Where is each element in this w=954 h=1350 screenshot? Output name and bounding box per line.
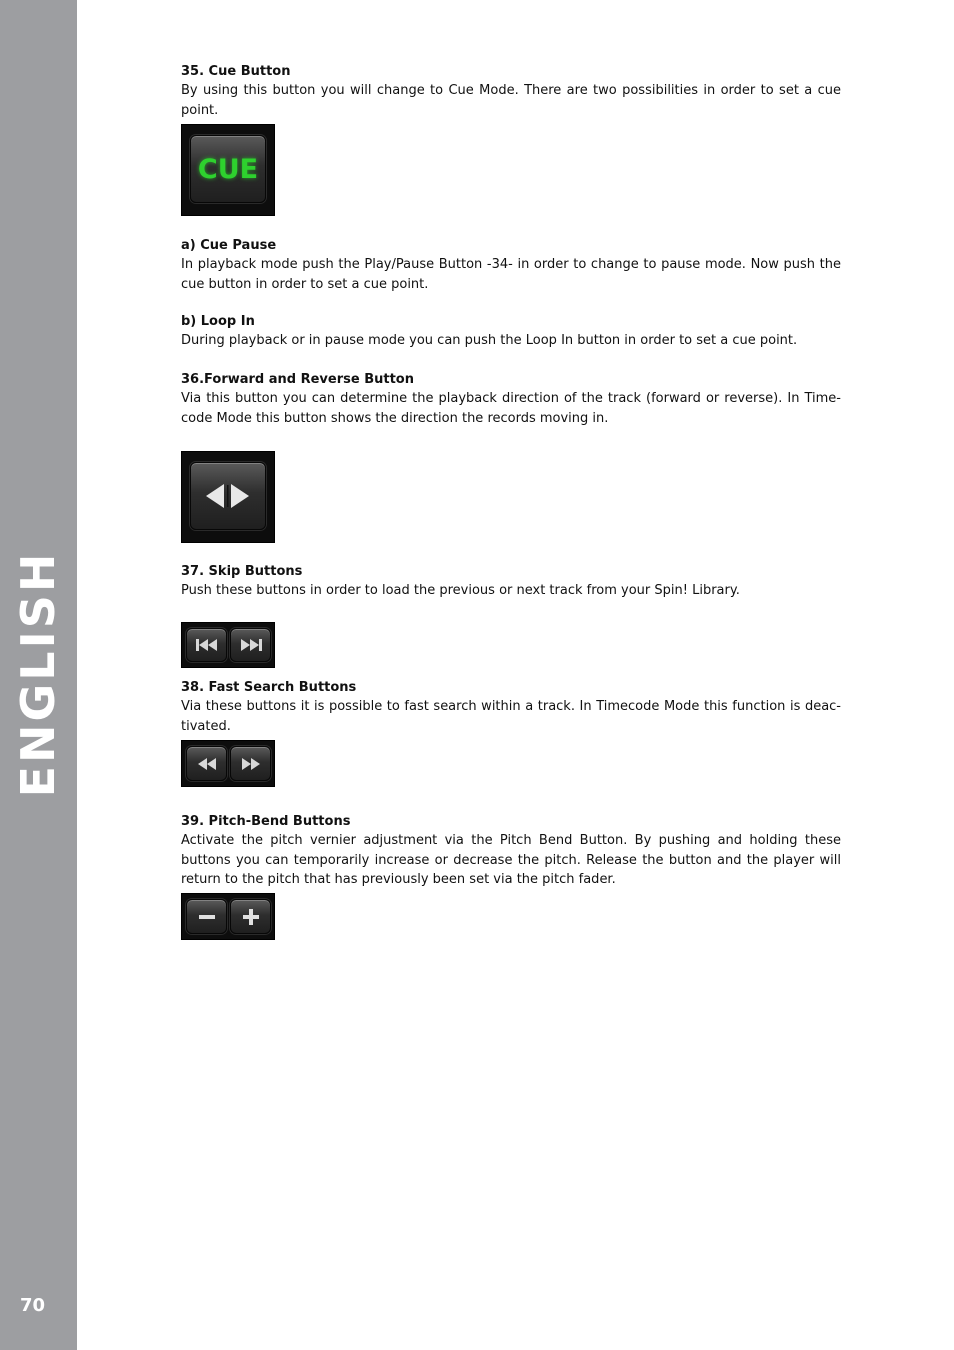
cue-button-icon bbox=[190, 135, 266, 203]
section-heading: b) Loop In bbox=[181, 314, 255, 329]
skip-buttons-image bbox=[181, 622, 275, 668]
section-skip-buttons bbox=[181, 562, 841, 601]
section-loop-in bbox=[181, 312, 841, 351]
rewind-icon bbox=[186, 746, 227, 781]
minus-icon bbox=[186, 899, 227, 934]
section-body: Push these buttons in order to load the previous or next track from your Spin! Library. bbox=[181, 583, 740, 598]
cue-button-image bbox=[181, 124, 275, 216]
forward-reverse-image bbox=[181, 451, 275, 543]
plus-icon bbox=[230, 899, 271, 934]
page-number: 70 bbox=[20, 1295, 46, 1316]
section-body: By using this button you will change to Cue Mode. There are two possibilities in order to set a cue point. bbox=[181, 83, 841, 118]
forward-reverse-icon bbox=[190, 462, 266, 530]
section-heading: 37. Skip Buttons bbox=[181, 564, 303, 579]
fast-forward-icon bbox=[230, 746, 271, 781]
direction-arrows-icon bbox=[200, 481, 256, 511]
section-body: Activate the pitch vernier adjustment via the Pitch Bend Button. By pushing and holding these buttons you can temporarily increase or decrease the pitch. Release the button and the player will return to the pitch that has previously been set via the pitch fader. bbox=[181, 833, 841, 887]
section-heading: 39. Pitch-Bend Buttons bbox=[181, 814, 351, 829]
section-body: During playback or in pause mode you can push the Loop In button in order to set a cue point. bbox=[181, 333, 798, 348]
cue-label: CUE bbox=[197, 153, 259, 185]
section-body: Via this button you can determine the playback direction of the track (forward or reverse). In Time-code Mode this button shows the direction the records moving in. bbox=[181, 391, 841, 426]
section-heading: 36.Forward and Reverse Button bbox=[181, 372, 414, 387]
section-heading: 38. Fast Search Buttons bbox=[181, 680, 357, 695]
skip-next-icon bbox=[230, 628, 271, 662]
section-fast-search bbox=[181, 678, 841, 736]
section-cue-button bbox=[181, 62, 841, 120]
section-heading: a) Cue Pause bbox=[181, 238, 277, 253]
fast-search-image bbox=[181, 740, 275, 787]
sidebar bbox=[0, 0, 77, 1350]
section-body: In playback mode push the Play/Pause Button -34- in order to change to pause mode. Now push the cue button in order to set a cue point. bbox=[181, 257, 841, 292]
section-heading: 35. Cue Button bbox=[181, 64, 291, 79]
skip-previous-icon bbox=[186, 628, 227, 662]
section-body: Via these buttons it is possible to fast search within a track. In Timecode Mode this function is deac-tivated. bbox=[181, 699, 841, 734]
section-forward-reverse bbox=[181, 370, 841, 428]
language-label: ENGLISH bbox=[11, 550, 65, 798]
section-pitch-bend bbox=[181, 812, 841, 890]
section-cue-pause bbox=[181, 236, 841, 294]
pitch-bend-image bbox=[181, 893, 275, 940]
